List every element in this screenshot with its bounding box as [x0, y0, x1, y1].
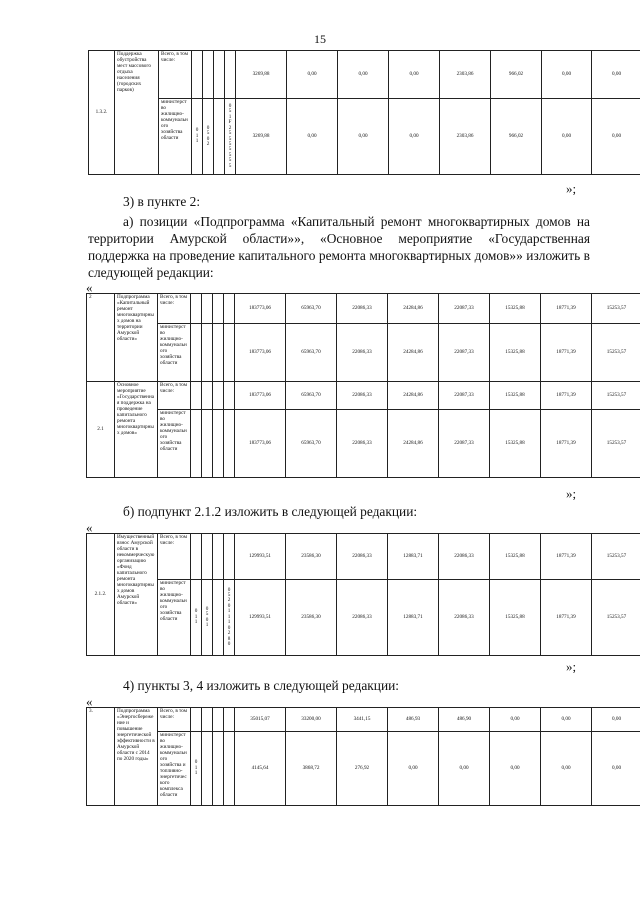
value-cell: 0,00: [389, 51, 440, 99]
value-cell: 18771,39: [541, 580, 592, 656]
row-number: 2.1.2.: [87, 534, 115, 656]
code-cell: 0 1 1: [191, 580, 202, 656]
value-cell: 22086,33: [439, 580, 490, 656]
row-number: 1.3.2.: [89, 51, 115, 175]
value-cell: 22086,33: [337, 534, 388, 580]
value-cell: 0,00: [490, 708, 541, 732]
value-cell: 15253,57: [592, 580, 640, 656]
code-cell: 0 5 1 F 2 5 5 5 5 5 5 5: [225, 99, 236, 175]
value-cell: 15325,88: [490, 580, 541, 656]
value-cell: 15253,57: [592, 294, 640, 324]
paragraph: б) подпункт 2.1.2 изложить в следующей редакции:: [123, 504, 418, 519]
value-cell: 18771,39: [541, 294, 592, 324]
value-cell: 22086,33: [337, 382, 388, 410]
value-cell: 486,93: [388, 708, 439, 732]
opening-quote: «: [86, 280, 93, 295]
value-cell: 486,90: [439, 708, 490, 732]
table-1: [88, 50, 640, 175]
value-cell: 4145,64: [235, 732, 286, 806]
value-cell: 24284,86: [388, 294, 439, 324]
table-3: [86, 533, 640, 656]
value-cell: 2303,86: [440, 99, 491, 175]
row-label: Всего, в том числе:: [158, 382, 191, 410]
value-cell: 966,02: [491, 99, 542, 175]
value-cell: 18771,39: [541, 324, 592, 382]
value-cell: 0,00: [389, 99, 440, 175]
row-label: министерство жилищно-коммунального хозяйства области: [158, 410, 191, 478]
row-label: министерство жилищно-коммунального хозяйства области: [159, 99, 192, 175]
value-cell: 0,00: [542, 99, 592, 175]
value-cell: 24284,86: [388, 382, 439, 410]
value-cell: 22087,33: [439, 410, 490, 478]
value-cell: 15253,57: [592, 382, 640, 410]
opening-quote: «: [86, 694, 93, 709]
value-cell: 276,92: [337, 732, 388, 806]
page-number: 15: [314, 32, 326, 46]
value-cell: 18771,39: [541, 534, 592, 580]
paragraph: а) позиции «Подпрограмма «Капитальный ремонт многоквартирных домов на территории Амурской области»», «Основное мероприятие «Государственная поддержка на проведение капитального ремонта многоквартирных домов»» изложить в следующей редакции:: [88, 214, 590, 280]
value-cell: 22086,33: [337, 294, 388, 324]
value-cell: 0,00: [338, 99, 389, 175]
code-cell: 0 5 0 1: [202, 580, 213, 656]
row-name: Подпрограмма «Капитальный ремонт многоквартирных домов на территории Амурской области»: [115, 294, 158, 382]
row-name: Подпрограмма «Энергосбережение и повышение энергетической эффективности в Амурской области с 2014 по 2020 годы»: [115, 708, 158, 806]
row-label: Всего, в том числе:: [159, 51, 192, 99]
value-cell: 0,00: [338, 51, 389, 99]
value-cell: 0,00: [592, 99, 640, 175]
value-cell: 65963,70: [286, 294, 337, 324]
closing-quote: »;: [566, 181, 577, 196]
value-cell: 23586,30: [286, 580, 337, 656]
row-number: 2: [87, 294, 115, 382]
value-cell: 33200,00: [286, 708, 337, 732]
value-cell: 3269,88: [236, 99, 287, 175]
value-cell: 183773,06: [235, 324, 286, 382]
value-cell: 0,00: [542, 51, 592, 99]
opening-quote: «: [86, 520, 93, 535]
value-cell: 3441,15: [337, 708, 388, 732]
value-cell: 65963,70: [286, 324, 337, 382]
row-name: Имущественный взнос Амурской области в некоммерческую организацию «Фонд капитального ремонта многоквартирных домов Амурской области»: [115, 534, 158, 656]
row-number: 3.: [87, 708, 115, 806]
value-cell: 15325,88: [490, 410, 541, 478]
table-2: [86, 293, 640, 478]
value-cell: 15253,57: [592, 410, 640, 478]
value-cell: 15325,88: [490, 294, 541, 324]
code-cell: 0 5 2 0 1 1 1 0 2 8 0: [224, 580, 235, 656]
row-label: министерство жилищно-коммунального хозяйства и топливно-энергетического комплекса области: [158, 732, 191, 806]
value-cell: 23586,30: [286, 534, 337, 580]
value-cell: 22087,33: [439, 324, 490, 382]
value-cell: 183773,06: [235, 410, 286, 478]
value-cell: 0,00: [541, 708, 592, 732]
value-cell: 0,00: [287, 99, 338, 175]
paragraph: 4) пункты 3, 4 изложить в следующей редакции:: [123, 678, 399, 693]
table-4: [86, 707, 640, 806]
value-cell: 22086,33: [337, 324, 388, 382]
value-cell: 0,00: [439, 732, 490, 806]
value-cell: 22086,33: [337, 410, 388, 478]
row-number: 2.1: [87, 382, 115, 478]
value-cell: 0,00: [388, 732, 439, 806]
code-cell: 0 1 1: [192, 99, 203, 175]
row-label: министерство жилищно-коммунального хозяйства области: [158, 324, 191, 382]
closing-quote: »;: [566, 659, 577, 674]
value-cell: 15253,57: [592, 534, 640, 580]
value-cell: 966,02: [491, 51, 542, 99]
value-cell: 3868,72: [286, 732, 337, 806]
value-cell: 24284,86: [388, 324, 439, 382]
value-cell: 0,00: [592, 732, 640, 806]
code-cell: 0 5 0 2: [203, 99, 214, 175]
value-cell: 15253,57: [592, 324, 640, 382]
value-cell: 3269,88: [236, 51, 287, 99]
value-cell: 12883,71: [388, 580, 439, 656]
value-cell: 35015,07: [235, 708, 286, 732]
value-cell: 22086,33: [337, 580, 388, 656]
paragraph: 3) в пункте 2:: [123, 194, 201, 209]
value-cell: 0,00: [592, 51, 640, 99]
value-cell: 65963,70: [286, 410, 337, 478]
code-cell: 0 1 1: [191, 732, 202, 806]
value-cell: 15325,88: [490, 534, 541, 580]
row-name: Основное мероприятие «Государственная поддержка на проведение капитального ремонта многоквартирных домов»: [115, 382, 158, 478]
value-cell: 22086,33: [439, 534, 490, 580]
row-label: Всего, в том числе:: [158, 708, 191, 732]
value-cell: 129993,51: [235, 580, 286, 656]
value-cell: 0,00: [541, 732, 592, 806]
value-cell: 24284,86: [388, 410, 439, 478]
value-cell: 0,00: [287, 51, 338, 99]
value-cell: 15325,88: [490, 382, 541, 410]
row-label: Всего, в том числе:: [158, 534, 191, 580]
closing-quote: »;: [566, 486, 577, 501]
value-cell: 22087,33: [439, 382, 490, 410]
value-cell: 15325,88: [490, 324, 541, 382]
value-cell: 18771,39: [541, 382, 592, 410]
row-label: Всего, в том числе:: [158, 294, 191, 324]
value-cell: 18771,39: [541, 410, 592, 478]
value-cell: 2303,86: [440, 51, 491, 99]
value-cell: 22087,33: [439, 294, 490, 324]
value-cell: 65963,70: [286, 382, 337, 410]
value-cell: 183773,06: [235, 382, 286, 410]
value-cell: 0,00: [592, 708, 640, 732]
row-name: Поддержка обустройства мест массового отдыха населения (городских парков): [115, 51, 159, 175]
value-cell: 12883,71: [388, 534, 439, 580]
value-cell: 183773,06: [235, 294, 286, 324]
value-cell: 129993,51: [235, 534, 286, 580]
row-label: министерство жилищно-коммунального хозяйства области: [158, 580, 191, 656]
value-cell: 0,00: [490, 732, 541, 806]
